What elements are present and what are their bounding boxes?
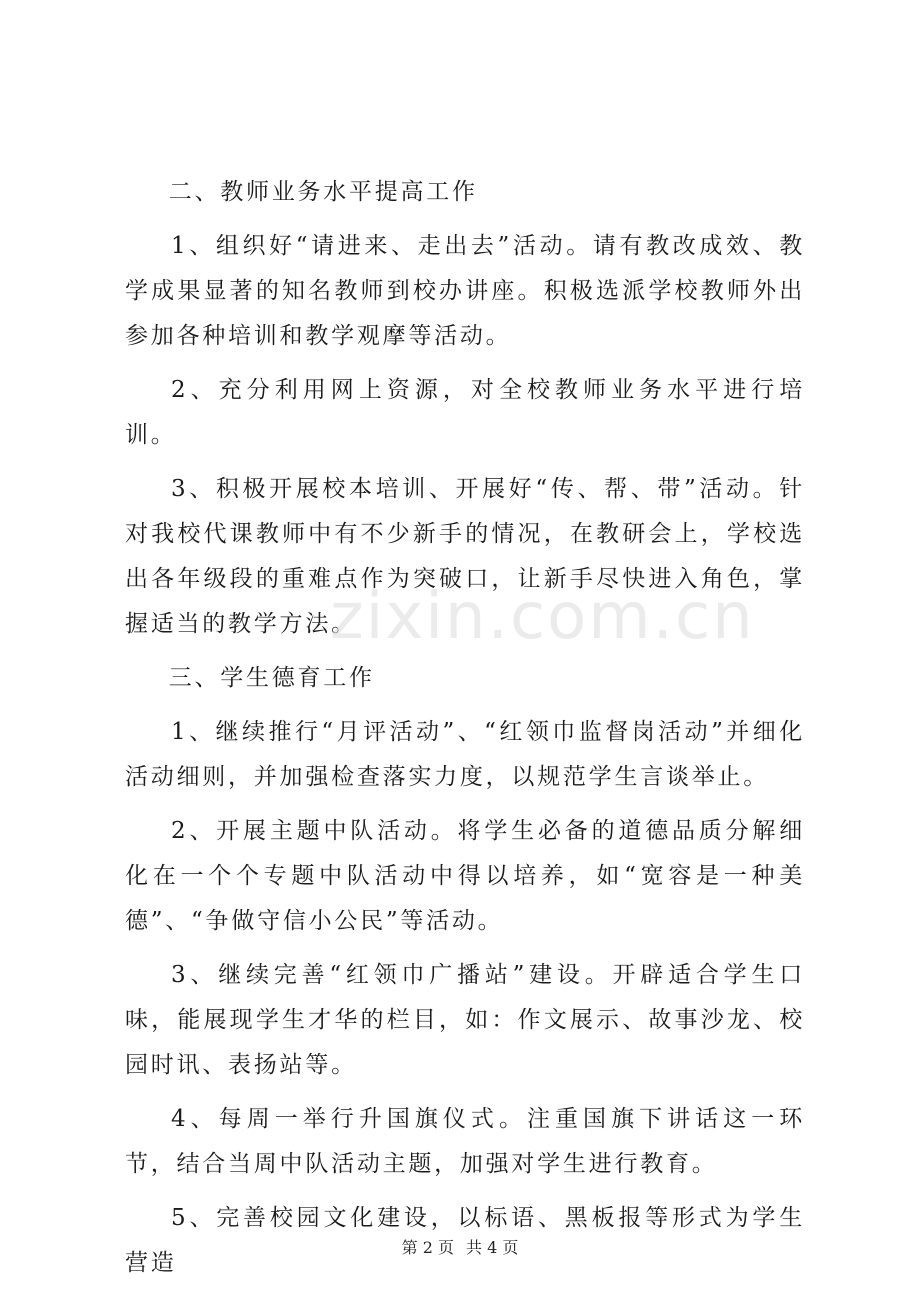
paragraph-teacher-item-2: 2、充分利用网上资源，对全校教师业务水平进行培训。 [125,377,805,448]
paragraph-moral-item-2: 2、开展主题中队活动。将学生必备的道德品质分解细化在一个个专题中队活动中得以培养，如“宽容是一种美德”、“争做守信小公民”等活动。 [125,818,805,934]
paragraph-moral-item-1: 1、继续推行“月评活动”、“红领巾监督岗活动”并细化活动细则，并加强检查落实力度，以规范学生言谈举止。 [125,719,805,790]
page-total: 共 4 页 [466,1238,519,1257]
watermark: zixin.com.cn [330,580,755,654]
section-heading-moral-education: 三、学生德育工作 [168,665,375,691]
paragraph-moral-item-5: 5、完善校园文化建设，以标语、黑板报等形式为学生营造 [125,1205,805,1276]
document-body [125,170,805,1295]
page-number: 第 2 页 [401,1238,454,1257]
section-heading-teacher-skills: 二、教师业务水平提高工作 [168,179,478,205]
paragraph-teacher-item-1: 1、组织好“请进来、走出去”活动。请有教改成效、教学成果显著的知名教师到校办讲座。积极选派学校教师外出参加各种培训和教学观摩等活动。 [125,233,805,349]
paragraph-moral-item-3: 3、继续完善“红领巾广播站”建设。开辟适合学生口味，能展现学生才华的栏目，如：作文展示、故事沙龙、校园时讯、表扬站等。 [125,962,805,1078]
paragraph-teacher-item-3: 3、积极开展校本培训、开展好“传、帮、带”活动。针对我校代课教师中有不少新手的情况，在教研会上，学校选出各年级段的重难点作为突破口，让新手尽快进入角色，掌握适当的教学方法。 [125,476,805,637]
page-footer [0,1235,920,1258]
paragraph-moral-item-4: 4、每周一举行升国旗仪式。注重国旗下讲话这一环节，结合当周中队活动主题，加强对学生进行教育。 [125,1106,805,1177]
